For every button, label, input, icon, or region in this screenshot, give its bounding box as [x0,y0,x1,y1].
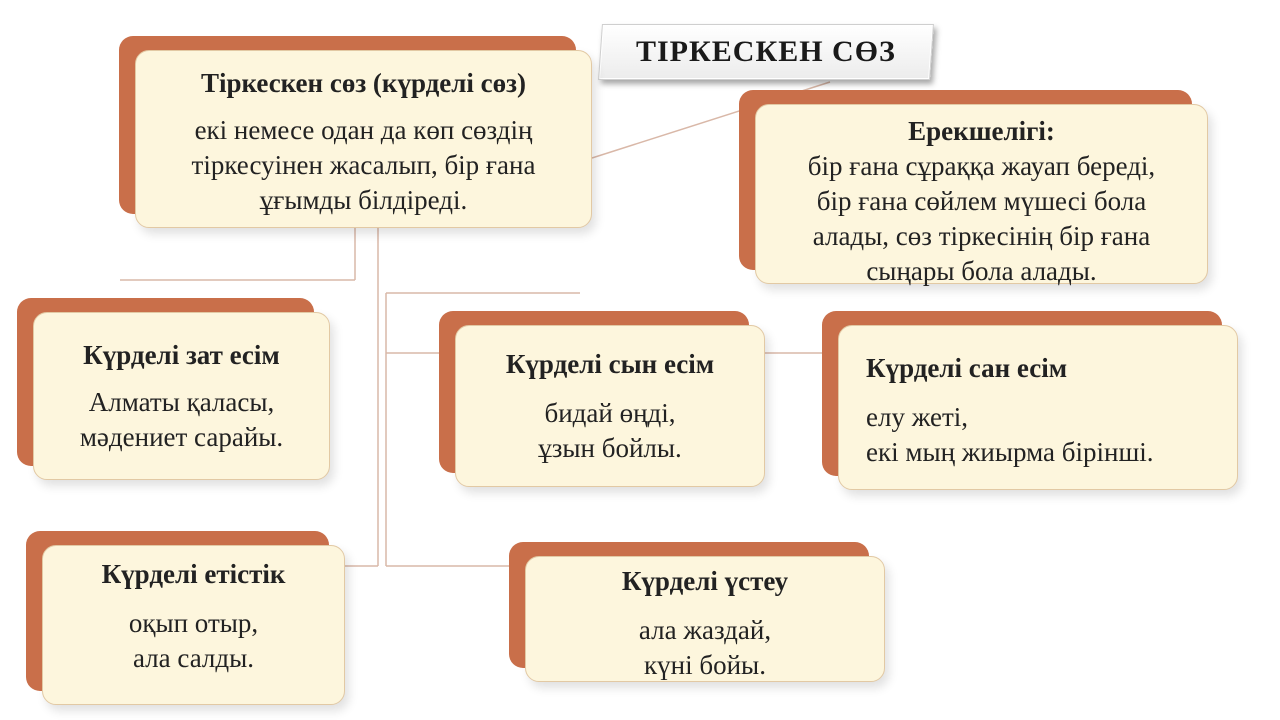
compound-noun-card [33,312,330,480]
feature-card-heading: Ерекшелігі: [908,116,1055,146]
page-title [598,24,934,80]
feature-card-line: бір ғана сұраққа жауап береді, [807,150,1156,181]
compound-numeral-card [838,325,1238,490]
compound-verb-card [42,545,345,705]
main-card-heading: Тіркескен сөз (күрделі сөз) [200,68,527,98]
main-card-line: ұғымды білдіреді. [259,184,468,215]
page-title-text: ТІРКЕСКЕН СӨЗ [636,35,896,68]
compound-adverb-card [525,556,885,682]
adverb-example: ала жаздай, [638,614,772,645]
noun-example: Алматы қаласы, [88,386,275,417]
adverb-example: күні бойы. [644,649,766,680]
adjective-example: ұзын бойлы. [538,432,682,463]
feature-card [755,104,1208,287]
feature-card-line: бір ғана сөйлем мүшесі бола [816,185,1147,216]
noun-card-heading: Күрделі зат есім [83,340,280,370]
verb-example: ала салды. [132,642,255,673]
main-definition-card [135,50,592,228]
compound-adjective-card [455,325,765,487]
numeral-card-heading: Күрделі сан есім [866,353,1068,383]
main-card-line: тіркесуінен жасалып, бір ғана [191,149,536,180]
adjective-card-heading: Күрделі сын есім [505,349,715,379]
numeral-example: екі мың жиырма бірінші. [866,436,1154,467]
adjective-example: бидай өңді, [544,397,676,428]
feature-card-line: сыңары бола алады. [866,256,1097,287]
adverb-card-heading: Күрделі үстеу [621,566,789,596]
feature-card-line: алады, сөз тіркесінің бір ғана [812,220,1151,251]
verb-card-heading: Күрделі етістік [101,559,286,589]
numeral-example: елу жеті, [866,401,969,432]
verb-example: оқып отыр, [128,607,259,638]
noun-example: мәдениет сарайы. [79,421,284,452]
main-card-line: екі немесе одан да көп сөздің [194,114,533,145]
